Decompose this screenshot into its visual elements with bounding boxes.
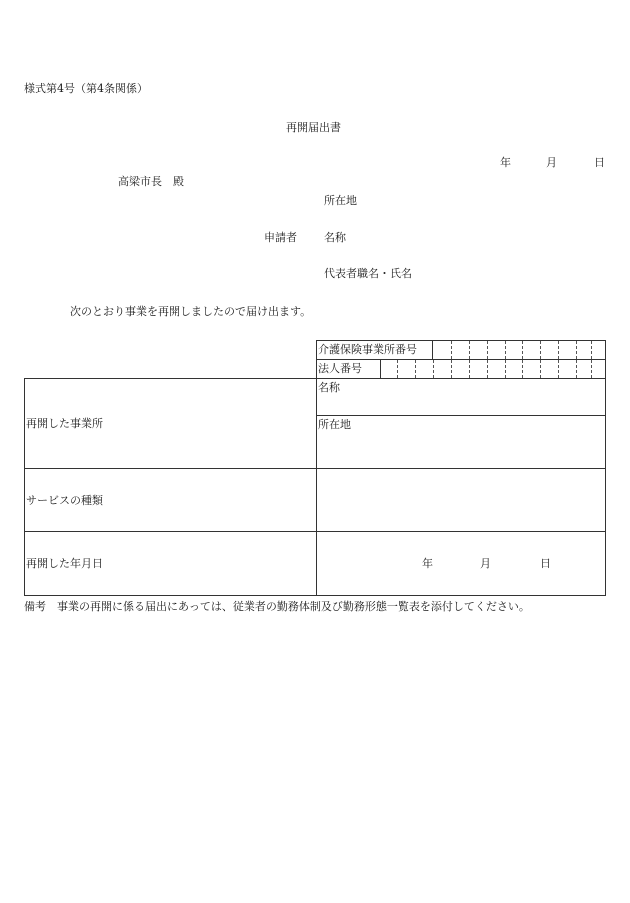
addressee: 高梁市長 殿 bbox=[118, 175, 184, 188]
table-border bbox=[432, 340, 433, 359]
office-name-label: 名称 bbox=[318, 381, 340, 394]
reopen-day-label: 日 bbox=[540, 557, 551, 570]
office-address-label: 所在地 bbox=[318, 418, 351, 431]
digit-separator bbox=[451, 360, 452, 378]
digit-separator bbox=[576, 341, 577, 359]
footnote: 備考 事業の再開に係る届出にあっては、従業者の勤務体制及び勤務形態一覧表を添付してください。 bbox=[24, 600, 530, 613]
table-border bbox=[605, 340, 606, 596]
table-border bbox=[24, 531, 606, 532]
digit-separator bbox=[558, 341, 559, 359]
digit-separator bbox=[558, 360, 559, 378]
digit-separator bbox=[576, 360, 577, 378]
document-title: 再開届出書 bbox=[286, 121, 341, 134]
digit-separator bbox=[433, 360, 434, 378]
digit-separator bbox=[469, 360, 470, 378]
table-border bbox=[316, 340, 317, 596]
table-border bbox=[24, 468, 606, 469]
digit-separator bbox=[397, 360, 398, 378]
reopen-month-label: 月 bbox=[480, 557, 491, 570]
table-border bbox=[24, 595, 606, 596]
table-border bbox=[316, 340, 606, 341]
reopen-year-label: 年 bbox=[422, 557, 433, 570]
care-insurance-number-label: 介護保険事業所番号 bbox=[318, 343, 417, 356]
corporate-number-label: 法人番号 bbox=[318, 362, 362, 375]
digit-separator bbox=[487, 341, 488, 359]
digit-separator bbox=[591, 341, 592, 359]
digit-separator bbox=[451, 341, 452, 359]
date-day-label: 日 bbox=[594, 156, 605, 169]
statement: 次のとおり事業を再開しましたので届け出ます。 bbox=[70, 305, 312, 318]
digit-separator bbox=[540, 360, 541, 378]
reopened-office-label: 再開した事業所 bbox=[26, 417, 103, 430]
applicant-address-label: 所在地 bbox=[324, 194, 357, 207]
applicant-representative-label: 代表者職名・氏名 bbox=[324, 267, 412, 280]
table-border bbox=[380, 359, 381, 378]
digit-separator bbox=[505, 341, 506, 359]
digit-separator bbox=[522, 341, 523, 359]
date-month-label: 月 bbox=[546, 156, 557, 169]
table-border bbox=[24, 378, 25, 596]
digit-separator bbox=[505, 360, 506, 378]
table-border bbox=[316, 359, 606, 360]
applicant-label: 申請者 bbox=[264, 231, 297, 244]
digit-separator bbox=[522, 360, 523, 378]
applicant-name-label: 名称 bbox=[324, 231, 346, 244]
digit-separator bbox=[415, 360, 416, 378]
digit-separator bbox=[469, 341, 470, 359]
table-border bbox=[24, 378, 606, 379]
reopen-date-label: 再開した年月日 bbox=[26, 557, 103, 570]
service-type-label: サービスの種類 bbox=[26, 494, 103, 507]
form-number: 様式第4号（第4条関係） bbox=[24, 82, 148, 95]
date-year-label: 年 bbox=[500, 156, 511, 169]
digit-separator bbox=[591, 360, 592, 378]
table-border bbox=[316, 415, 606, 416]
digit-separator bbox=[487, 360, 488, 378]
digit-separator bbox=[540, 341, 541, 359]
